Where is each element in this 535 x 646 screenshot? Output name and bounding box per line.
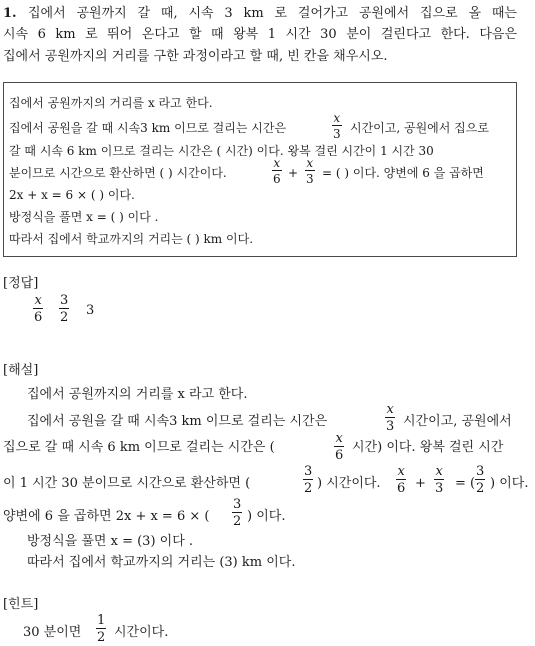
answer-label: [정답] (3, 276, 39, 291)
answer-fraction-2: 3 2 (60, 293, 69, 325)
explanation-plus: + (415, 476, 426, 491)
explanation-line-5a: 양변에 6 을 곱하면 2x + x = 6 × ( (3, 509, 210, 524)
box-line-2b: 시간이고, 공원에서 집으로 (350, 121, 489, 135)
explanation-label: [해설] (3, 363, 39, 378)
problem-line-2: 시속 6 km 로 뛰어 온다고 할 때 왕복 1 시간 30 분이 걸린다고 한다. 다음은 (3, 27, 517, 42)
explanation-line-7: 따라서 집에서 학교까지의 거리는 (3) km 이다. (27, 555, 296, 570)
explanation-line-6: 방정식을 풀면 x = (3) 이다 . (27, 534, 194, 549)
hint-fraction-1-over-2: 1 2 (97, 613, 106, 645)
box-fraction-x-over-3: x 3 (333, 111, 341, 141)
hint-text-b: 시간이다. (114, 625, 169, 640)
box-line-3: 갈 때 시속 6 km 이므로 걸리는 시간은 ( 시간) 이다. 왕복 걸린 시간이 1 시간 30 (9, 144, 434, 158)
box-line-4a: 분이므로 시간으로 환산하면 ( ) 시간이다. (9, 166, 227, 180)
box-fraction-x-over-3-b: x 3 (306, 156, 314, 186)
hint-label: [힌트] (3, 597, 39, 612)
explanation-line-4d: = ( (455, 476, 476, 491)
explanation-fraction-3-over-2-b: 3 2 (476, 464, 485, 496)
answer-value: 3 (86, 303, 95, 318)
explanation-line-5b: ) 이다. (247, 509, 286, 524)
explanation-line-4a: 이 1 시간 30 분이므로 시간으로 환산하면 ( (3, 476, 251, 491)
problem-line-1: 집에서 공원까지 갈 때, 시속 3 km 로 걸어가고 공원에서 집으로 올 때는 (28, 6, 517, 21)
explanation-line-2a: 집에서 공원을 갈 때 시속3 km 이므로 걸리는 시간은 (27, 414, 328, 429)
box-fraction-x-over-6: x 6 (273, 156, 281, 186)
problem-number: 1. (3, 6, 17, 21)
explanation-line-1: 집에서 공원까지의 거리를 x 라고 한다. (27, 387, 248, 402)
explanation-fraction-x-over-6: x 6 (335, 431, 344, 463)
explanation-line-2b: 시간이고, 공원에서 (403, 414, 512, 429)
box-line-5: 2x + x = 6 × ( ) 이다. (9, 188, 135, 202)
box-line-4c: = ( ) 이다. 양변에 6 을 곱하면 (322, 166, 484, 180)
explanation-fraction-x-over-3-b: x 3 (435, 464, 444, 496)
explanation-line-4e: ) 이다. (490, 476, 529, 491)
explanation-line-3b: 시간) 이다. 왕복 걸린 시간 (352, 440, 504, 455)
box-line-2a: 집에서 공원을 갈 때 시속3 km 이므로 걸리는 시간은 (9, 121, 287, 135)
box-line-6: 방정식을 풀면 x = ( ) 이다 . (9, 210, 159, 224)
explanation-fraction-3-over-2-c: 3 2 (233, 497, 242, 529)
answer-fraction-1: x 6 (34, 293, 43, 325)
box-line-1: 집에서 공원까지의 거리를 x 라고 한다. (9, 96, 213, 110)
explanation-line-3a: 집으로 갈 때 시속 6 km 이므로 걸리는 시간은 ( (3, 440, 275, 455)
explanation-fraction-x-over-6-b: x 6 (397, 464, 406, 496)
problem-line-3: 집에서 공원까지의 거리를 구한 과정이라고 할 때, 빈 칸을 채우시오. (3, 49, 388, 64)
hint-text-a: 30 분이면 (23, 625, 82, 640)
explanation-fraction-3-over-2-a: 3 2 (304, 464, 313, 496)
explanation-line-4b: ) 시간이다. (317, 476, 381, 491)
explanation-fraction-x-over-3: x 3 (386, 402, 395, 434)
box-line-7: 따라서 집에서 학교까지의 거리는 ( ) km 이다. (9, 232, 254, 246)
box-plus: + (288, 166, 299, 180)
